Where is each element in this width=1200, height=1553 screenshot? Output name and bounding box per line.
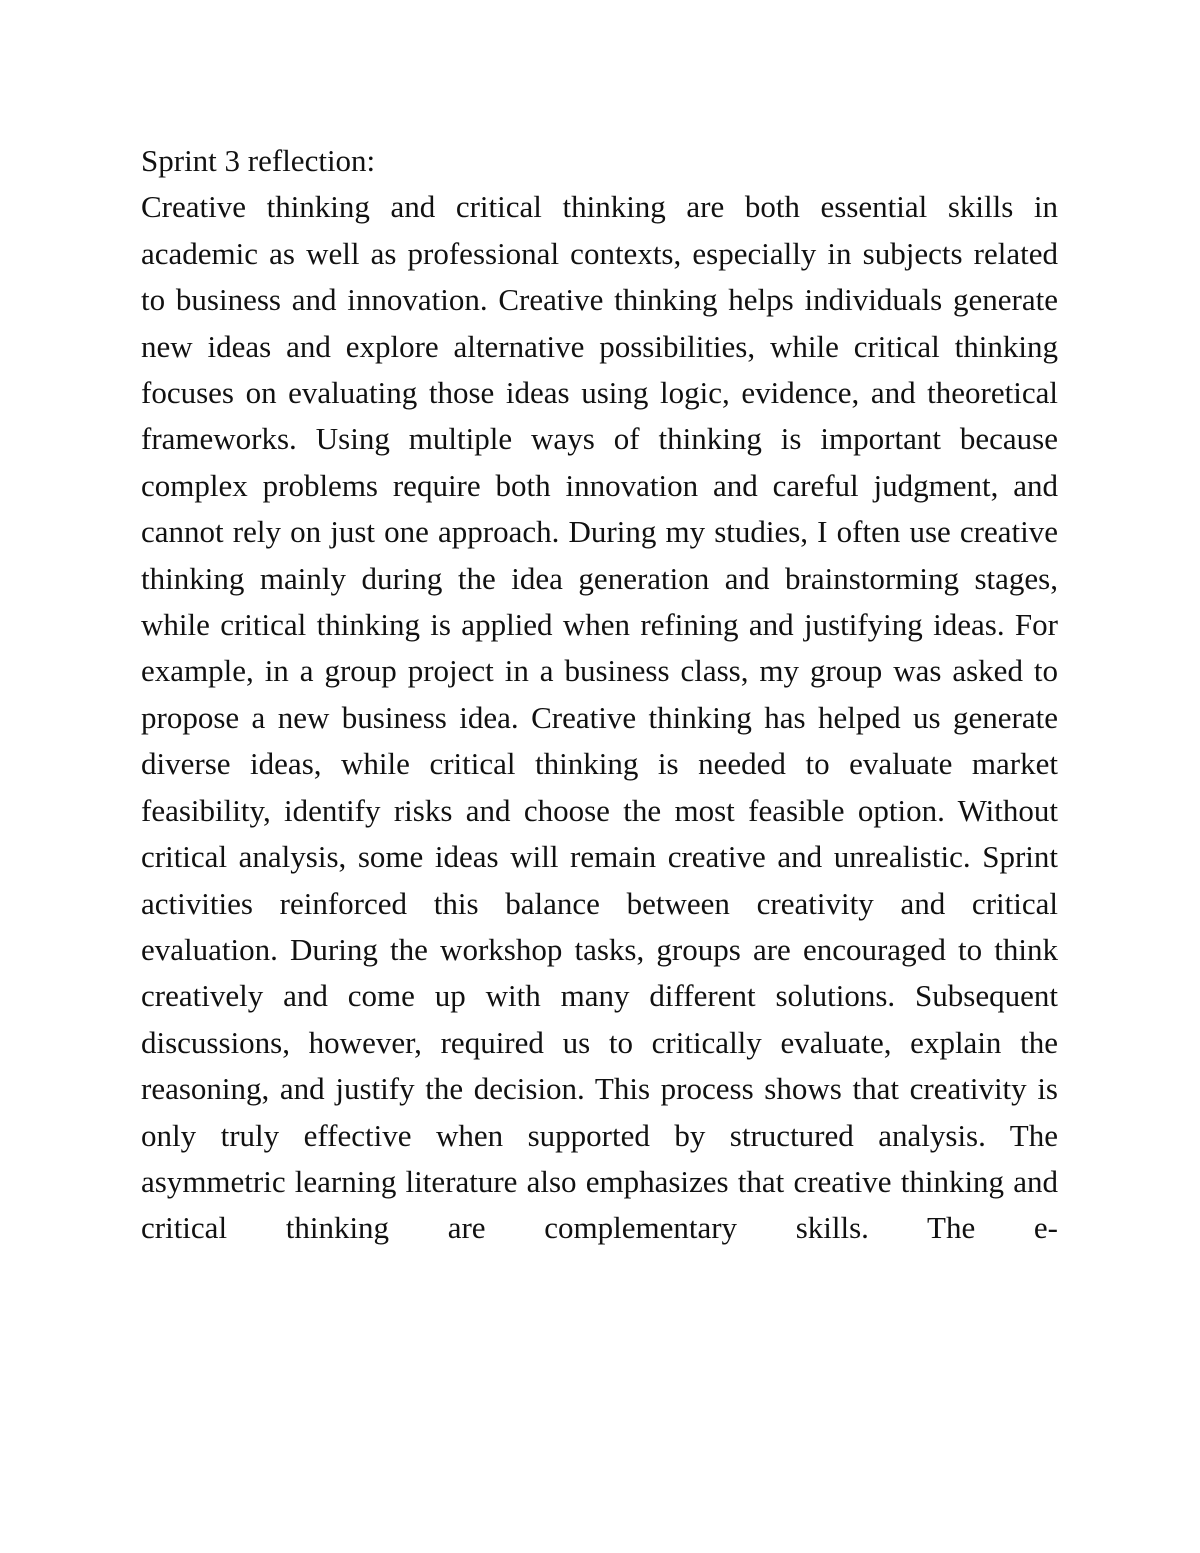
document-heading: Sprint 3 reflection: — [141, 143, 376, 178]
document-content — [141, 138, 1058, 1252]
document-body-paragraph: Creative thinking and critical thinking are both essential skills in academic as well as professional contexts, especially in subjects related to business and innovation. Creative thinking helps individuals generate new ideas and explore alternative possibilities, while critical thinking focuses on evaluating those ideas using logic, evidence, and theoretical frameworks. Using multiple ways of thinking is important because complex problems require both innovation and careful judgment, and cannot rely on just one approach. During my studies, I often use creative thinking mainly during the idea generation and brainstorming stages, while critical thinking is applied when refining and justifying ideas. For example, in a group project in a business class, my group was asked to propose a new business idea. Creative thinking has helped us generate diverse ideas, while critical thinking is needed to evaluate market feasibility, identify risks and choose the most feasible option. Without critical analysis, some ideas will remain creative and unrealistic. Sprint activities reinforced this balance between creativity and critical evaluation. During the workshop tasks, groups are encouraged to think creatively and come up with many different solutions. Subsequent discussions, however, required us to critically evaluate, explain the reasoning, and justify the decision. This process shows that creativity is only truly effective when supported by structured analysis. The asymmetric learning literature also emphasizes that creative thinking and critical thinking are complementary skills. The e- — [141, 189, 1058, 1246]
